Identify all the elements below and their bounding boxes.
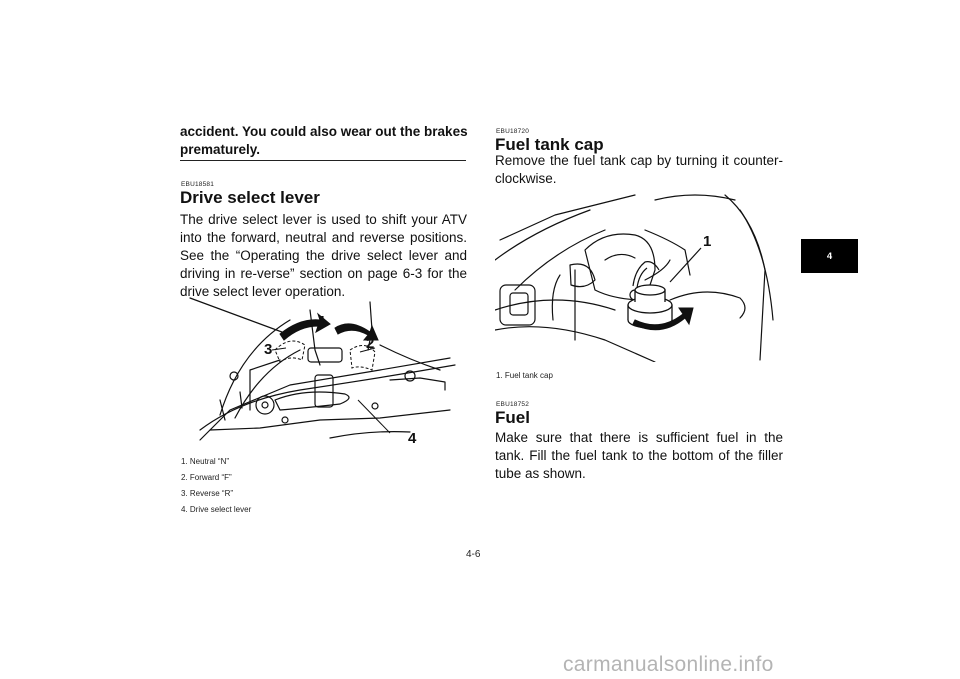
paragraph-drive-select: The drive select lever is used to shift your ATV into the forward, neutral and reverse positions. See the “Operating the drive select lever and driving in re-verse” section on page 6-3 for the drive select lever operation. [180, 212, 467, 299]
fuel-tank-cap-illustration [495, 190, 783, 362]
callout-4: 4 [408, 430, 417, 445]
warning-line-2: prematurely. [180, 142, 261, 157]
legend-item: 4. Drive select lever [181, 505, 252, 514]
legend-item: 3. Reverse “R” [181, 489, 234, 498]
drive-select-lever-illustration [180, 290, 468, 445]
chapter-tab-number: 4 [826, 250, 833, 262]
section-code-drive-select: EBU18581 [181, 181, 215, 188]
fuel-cap-legend [496, 368, 553, 384]
page-number: 4-6 [466, 549, 481, 560]
illustration-line [190, 298, 290, 335]
section-code-fuel-cap: EBU18720 [496, 128, 530, 135]
legend-item: 1. Fuel tank cap [496, 371, 553, 380]
legend-item: 2. Forward “F” [181, 473, 232, 482]
section-code-fuel: EBU18752 [496, 401, 530, 408]
warning-divider [180, 160, 466, 161]
callout-1: 1 [318, 313, 327, 330]
warning-text [180, 123, 468, 159]
watermark: carmanualsonline.info [563, 653, 774, 676]
section-title-drive-select: Drive select lever [180, 188, 320, 207]
callout-fuel-cap-1: 1 [703, 233, 712, 250]
section-title-fuel: Fuel [495, 408, 530, 427]
warning-line-1: accident. You could also wear out the brakes [180, 124, 468, 139]
paragraph-fuel: Make sure that there is sufficient fuel in the tank. Fill the fuel tank to the bottom of the filler tube as shown. [495, 430, 783, 481]
callout-2: 2 [366, 335, 375, 352]
drive-select-legend [181, 454, 251, 518]
legend-item: 1. Neutral “N” [181, 457, 230, 466]
callout-3: 3 [264, 341, 273, 358]
paragraph-fuel-cap: Remove the fuel tank cap by turning it counter-clockwise. [495, 153, 783, 186]
chapter-tab [801, 239, 858, 273]
section-title-fuel-cap: Fuel tank cap [495, 135, 604, 154]
